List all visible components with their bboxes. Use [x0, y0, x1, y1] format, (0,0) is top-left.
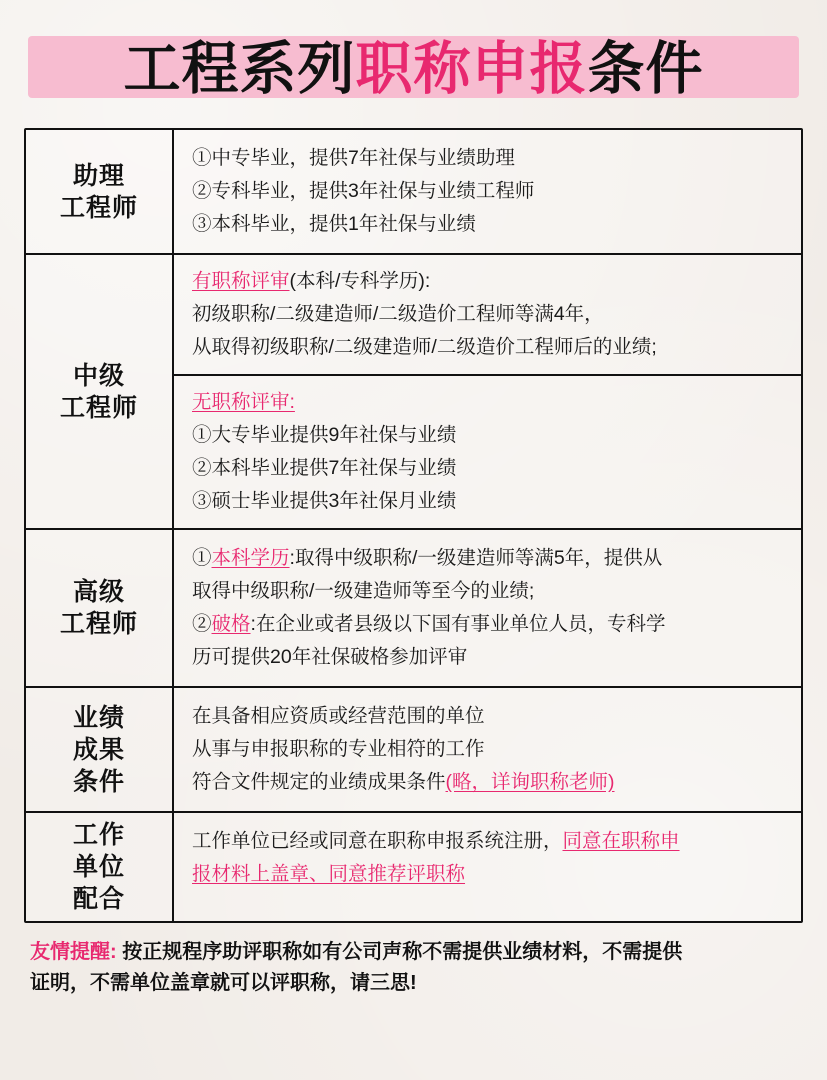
title-part2: 条件	[587, 36, 704, 102]
category-label	[26, 255, 174, 528]
footer-lead: 友情提醒:	[30, 941, 117, 963]
item-text: 符合文件规定的业绩成果条件	[192, 771, 446, 793]
highlight-note: 报材料上盖章、同意推荐评职称	[192, 863, 466, 885]
content-line: 历可提供20年社保破格参加评审	[192, 646, 468, 668]
footer-note	[30, 937, 799, 999]
sub-block-without-title	[174, 374, 801, 528]
row-content	[174, 255, 801, 528]
highlight-note: 同意在职称申	[562, 830, 680, 852]
sub-block-with-title	[174, 255, 801, 374]
category-line: 工程师	[59, 393, 138, 422]
category-label	[26, 688, 174, 811]
table-row	[26, 130, 801, 255]
category-line: 配合	[72, 885, 125, 913]
item-text: 工作单位已经或同意在职称申报系统注册，	[192, 830, 563, 852]
content-line: ②本科毕业提供7年社保与业绩	[192, 457, 457, 479]
table-row	[26, 255, 801, 530]
row-content	[174, 688, 801, 811]
requirements-table	[24, 128, 803, 923]
title-part1: 工程系列	[123, 36, 356, 102]
heading-suffix: (本科/专科学历):	[289, 270, 431, 292]
footer-line-2: 证明，不需单位盖章就可以评职称，请三思!	[30, 972, 417, 994]
content-line	[192, 825, 787, 858]
content-line	[192, 542, 787, 575]
content-line: ③本科毕业，提供1年社保与业绩	[192, 213, 476, 235]
category-line: 成果	[72, 735, 125, 764]
row-content	[174, 130, 801, 253]
highlight-note: (略，详询职称老师)	[445, 771, 615, 793]
content-line: 从取得初级职称/二级建造师/二级造价工程师后的业绩;	[192, 336, 657, 358]
content-line	[192, 858, 787, 891]
category-line: 助理	[72, 161, 125, 190]
item-marker: ①	[192, 547, 212, 569]
content-line: ③硕士毕业提供3年社保月业绩	[192, 490, 457, 512]
category-label	[26, 130, 174, 253]
item-text: :取得中级职称/一级建造师等满5年，提供从	[289, 547, 663, 569]
item-marker: ②	[192, 613, 212, 635]
category-line: 工作	[72, 821, 125, 849]
category-line: 工程师	[59, 193, 138, 222]
content-line	[192, 265, 787, 298]
footer-line-1: 按正规程序助评职称如有公司声称不需提供业绩材料，不需提供	[116, 941, 683, 963]
category-line: 业绩	[72, 703, 125, 732]
category-line: 高级	[72, 578, 125, 606]
content-line: 取得中级职称/一级建造师等至今的业绩;	[192, 580, 535, 602]
title-text	[28, 26, 799, 112]
highlight-term: 破格	[211, 613, 251, 635]
content-line	[192, 766, 787, 799]
content-line: ②专科毕业，提供3年社保与业绩工程师	[192, 180, 535, 202]
highlight-heading: 无职称评审:	[192, 391, 295, 413]
content-line: 从事与申报职称的专业相符的工作	[192, 738, 485, 760]
item-text: :在企业或者县级以下国有事业单位人员，专科学	[250, 613, 666, 635]
highlight-heading: 有职称评审	[192, 270, 290, 292]
content-line: ①大专毕业提供9年社保与业绩	[192, 424, 457, 446]
content-line	[192, 386, 787, 419]
row-content	[174, 813, 801, 921]
row-content	[174, 530, 801, 686]
category-line: 中级	[72, 361, 125, 390]
category-label	[26, 813, 174, 921]
content-line: 在具备相应资质或经营范围的单位	[192, 705, 485, 727]
table-row	[26, 530, 801, 688]
highlight-term: 本科学历	[211, 547, 290, 569]
content-line: 初级职称/二级建造师/二级造价工程师等满4年，	[192, 303, 604, 325]
category-line: 单位	[72, 853, 125, 881]
title-accent: 职称申报	[355, 36, 588, 102]
content-line: ①中专毕业，提供7年社保与业绩助理	[192, 147, 515, 169]
content-line	[192, 608, 787, 641]
table-row	[26, 813, 801, 921]
category-line: 工程师	[59, 610, 138, 638]
page-title	[28, 26, 799, 112]
category-line: 条件	[72, 767, 125, 796]
table-row	[26, 688, 801, 813]
category-label	[26, 530, 174, 686]
